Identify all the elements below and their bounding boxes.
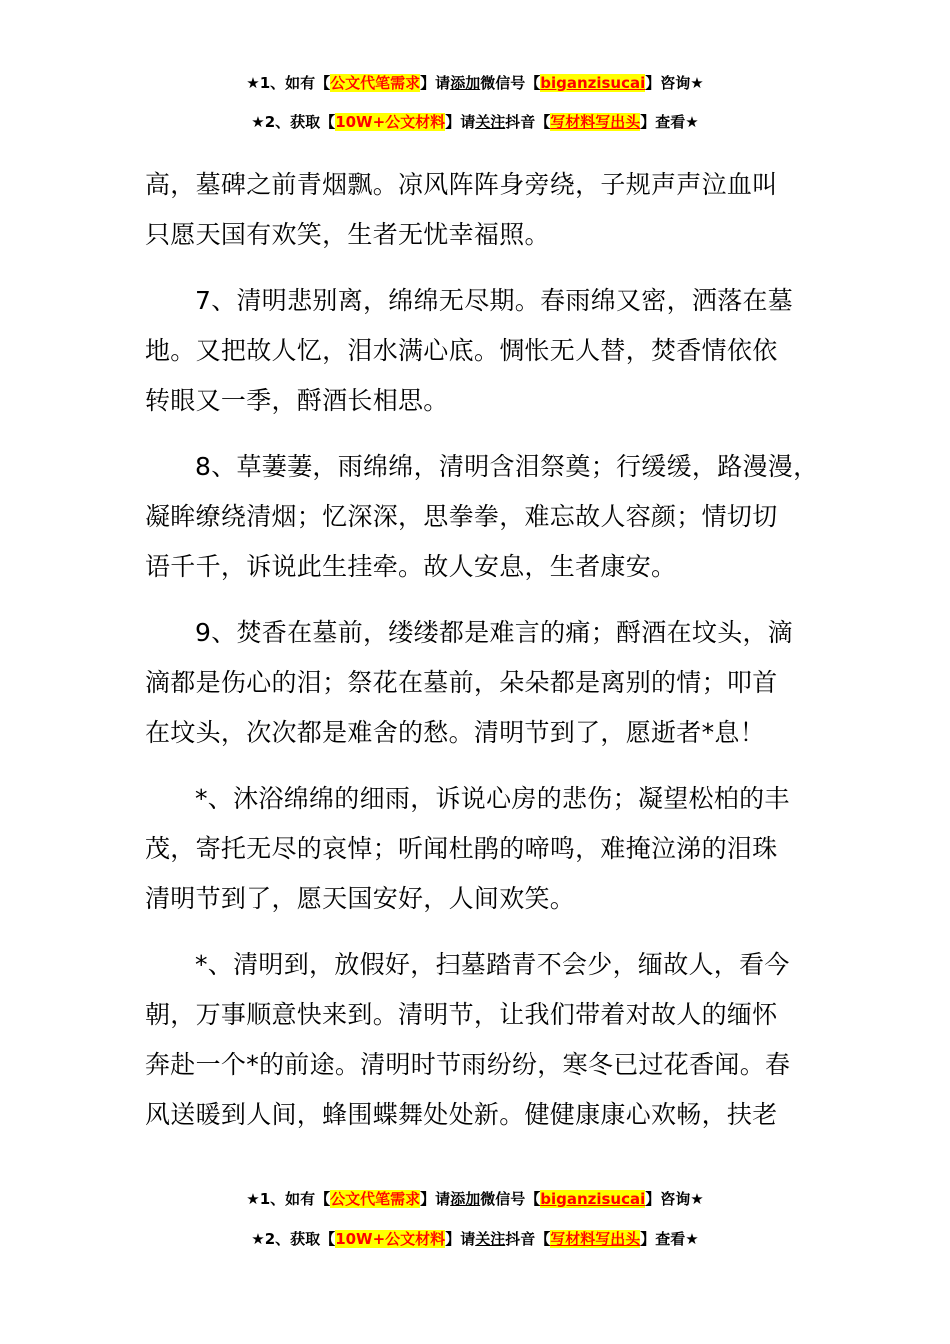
paragraph-continued xyxy=(145,160,835,260)
header-2-mid2: 抖音【 xyxy=(505,113,551,131)
paragraph-item-star-1 xyxy=(145,774,835,924)
header-2-mid1: 】请 xyxy=(445,113,476,131)
text-line: 清明节到了，愿天国安好，人间欢笑。 xyxy=(145,884,576,913)
footer-1-service-tag: 公文代笔需求 xyxy=(330,1190,421,1208)
header-1-mid1: 】请 xyxy=(420,74,451,92)
text-line: 朝，万事顺意快来到。清明节，让我们带着对故人的缅怀 xyxy=(145,1000,778,1029)
text-line: 9、焚香在墓前，缕缕都是难言的痛；酹酒在坟头，滴 xyxy=(195,618,794,647)
header-promo-line-1 xyxy=(0,72,950,94)
footer-1-lead: ★1、如有【 xyxy=(246,1190,331,1208)
header-1-service-tag: 公文代笔需求 xyxy=(330,74,421,92)
paragraph-item-7 xyxy=(145,276,835,426)
footer-2-mid2: 抖音【 xyxy=(505,1230,551,1248)
header-2-follow-emphasis: 关注 xyxy=(475,113,506,131)
header-1-tail: 】咨询★ xyxy=(645,74,704,92)
footer-promo-line-2 xyxy=(0,1228,950,1250)
header-1-lead: ★1、如有【 xyxy=(246,74,331,92)
text-line: 高，墓碑之前青烟飘。凉风阵阵身旁绕，子规声声泣血叫 xyxy=(145,170,778,199)
paragraph-item-8 xyxy=(145,442,835,592)
header-2-douyin-id-link[interactable]: 写材料写出头 xyxy=(550,113,641,131)
text-line: 语千千，诉说此生挂牵。故人安息，生者康安。 xyxy=(145,552,677,581)
footer-1-tail: 】咨询★ xyxy=(645,1190,704,1208)
footer-1-wechat-id-link[interactable]: biganzisucai xyxy=(540,1190,646,1208)
text-line: 8、草萋萋，雨绵绵，清明含泪祭奠；行缓缓，路漫漫， xyxy=(195,452,819,481)
header-2-tail: 】查看★ xyxy=(640,113,699,131)
text-line: 转眼又一季，酹酒长相思。 xyxy=(145,386,449,415)
header-promo-line-2 xyxy=(0,111,950,133)
text-line: 茂，寄托无尽的哀悼；听闻杜鹃的啼鸣，难掩泣涕的泪珠 xyxy=(145,834,778,863)
footer-1-add-emphasis: 添加 xyxy=(450,1190,481,1208)
footer-2-lead: ★2、获取【 xyxy=(251,1230,336,1248)
footer-2-follow-emphasis: 关注 xyxy=(475,1230,506,1248)
text-line: 滴都是伤心的泪；祭花在墓前，朵朵都是离别的情；叩首 xyxy=(145,668,778,697)
text-line: 7、清明悲别离，绵绵无尽期。春雨绵又密，洒落在墓 xyxy=(195,286,794,315)
header-1-mid2: 微信号【 xyxy=(480,74,541,92)
text-line: *、沐浴绵绵的细雨，诉说心房的悲伤；凝望松柏的丰 xyxy=(195,784,790,813)
footer-2-mid1: 】请 xyxy=(445,1230,476,1248)
header-1-add-emphasis: 添加 xyxy=(450,74,481,92)
text-line: 只愿天国有欢笑，生者无忧幸福照。 xyxy=(145,220,550,249)
footer-1-mid2: 微信号【 xyxy=(480,1190,541,1208)
text-line: 在坟头，次次都是难舍的愁。清明节到了，愿逝者*息！ xyxy=(145,718,766,747)
header-1-wechat-id-link[interactable]: biganzisucai xyxy=(540,74,646,92)
header-2-lead: ★2、获取【 xyxy=(251,113,336,131)
footer-2-materials-tag: 10W+公文材料 xyxy=(335,1230,446,1248)
footer-2-tail: 】查看★ xyxy=(640,1230,699,1248)
text-line: 凝眸缭绕清烟；忆深深，思拳拳，难忘故人容颜；情切切 xyxy=(145,502,778,531)
text-line: 风送暖到人间，蜂围蝶舞处处新。健健康康心欢畅，扶老 xyxy=(145,1100,778,1129)
text-line: 奔赴一个*的前途。清明时节雨纷纷，寒冬已过花香闻。春 xyxy=(145,1050,791,1079)
paragraph-item-star-2 xyxy=(145,940,835,1140)
text-line: *、清明到，放假好，扫墓踏青不会少，缅故人，看今 xyxy=(195,950,790,979)
text-line: 地。又把故人忆，泪水满心底。惆怅无人替，焚香情依依 xyxy=(145,336,778,365)
paragraph-item-9 xyxy=(145,608,835,758)
footer-1-mid1: 】请 xyxy=(420,1190,451,1208)
document-body xyxy=(145,160,835,1156)
footer-promo-line-1 xyxy=(0,1188,950,1210)
footer-2-douyin-id-link[interactable]: 写材料写出头 xyxy=(550,1230,641,1248)
header-2-materials-tag: 10W+公文材料 xyxy=(335,113,446,131)
